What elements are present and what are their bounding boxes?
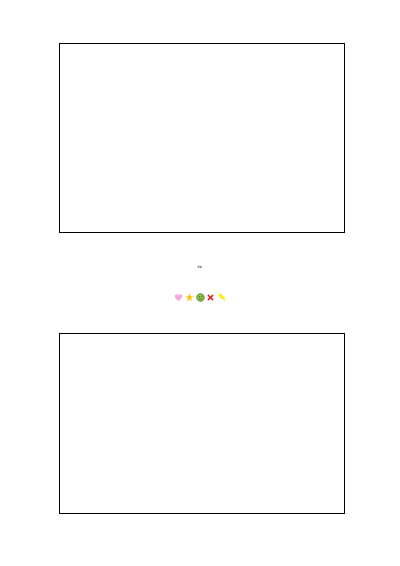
symbol-grid — [59, 43, 345, 233]
lightning-icon — [217, 293, 226, 302]
scissors-icon: ✂ — [197, 264, 203, 271]
cross-icon — [206, 293, 215, 302]
heart-icon — [174, 293, 183, 302]
flap-grid — [59, 333, 345, 514]
instruction-find — [0, 293, 400, 302]
sun-star-icon — [185, 293, 194, 302]
smiley-icon — [196, 293, 205, 302]
instruction-cut — [0, 264, 400, 271]
